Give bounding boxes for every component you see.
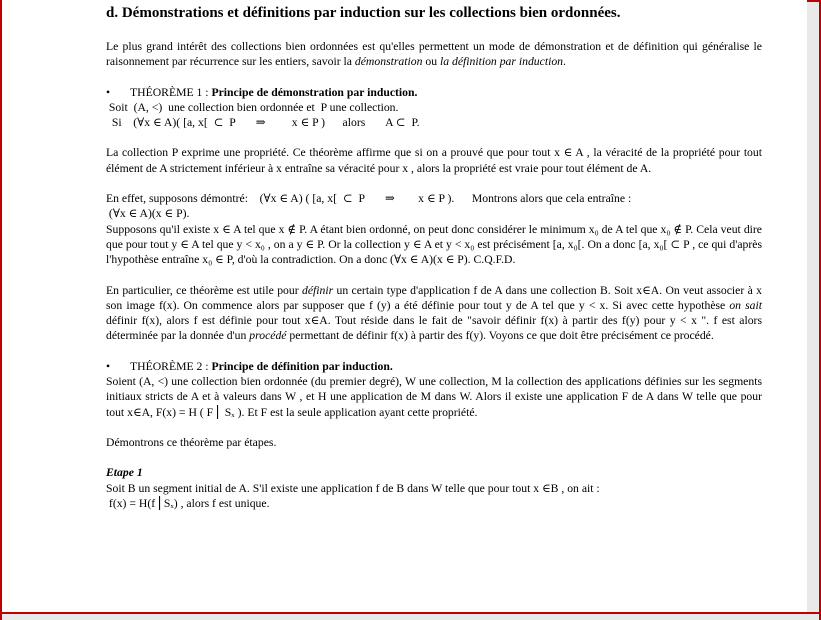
theorem-2-heading — [106, 359, 762, 374]
application-text-1: En particulier, ce théorème est utile pour — [106, 283, 302, 297]
document-content — [106, 4, 762, 511]
application-text-3: définir f(x), alors f est définie pour tout x∈A. Tout réside dans le fait de "savoir définir f(x) à partir des f(y) pour y < x ". f est alors déterminée par la donnée d'un — [106, 314, 762, 343]
intro-end: . — [563, 55, 566, 69]
etape-1-line-2: f(x) = H(f⎪Sₓ) , alors f est unique. — [106, 496, 270, 510]
application-emphasis-procede: procédé — [249, 329, 287, 343]
theorem-2-label: THÉORÈME 2 : — [130, 359, 212, 373]
theorem-1-formula-line: Si (∀x ∈ A)( [a, x[ ⊂ P ⇒ x ∈ P ) alors A ⊂ P. — [106, 116, 420, 130]
intro-connector: ou — [422, 55, 440, 69]
theorem-2-block — [106, 359, 762, 420]
etape-1-title: Etape 1 — [106, 466, 143, 480]
proof-1-block — [106, 191, 762, 267]
section-title: d. Démonstrations et définitions par induction sur les collections bien ordonnées. — [106, 5, 621, 21]
theorem-1-block — [106, 85, 762, 131]
proof-1-goal-line: (∀x ∈ A)(x ∈ P). — [106, 207, 190, 221]
theorem-1-label: THÉORÈME 1 : — [130, 85, 212, 99]
application-emphasis-definir: définir — [301, 283, 334, 297]
proof-1-assumption-line: En effet, supposons démontré: (∀x ∈ A) ( [a, x[ ⊂ P ⇒ x ∈ P ). Montrons alors que cela entraîne : — [106, 192, 632, 206]
etape-1-line-1: Soit B un segment initial de A. S'il existe une application f de B dans W telle que pour tout x ∈B , on ait : — [106, 481, 600, 495]
theorem-2-body: Soient (A, <) une collection bien ordonnée (du premier degré), W une collection, M la collection des applications définies sur les segments initiaux stricts de A et à valeurs dans W , et H une application de M dans W. Alors il existe une application F de A dans W telle que pour tout x∈A, F(x) = H ( F⎪ Sₓ ). Et F est la seule application ayant cette propriété. — [106, 375, 762, 419]
bullet-icon: • — [106, 359, 111, 373]
window-frame-bottom — [0, 612, 821, 614]
intro-emphasis-definition: la définition par induction — [439, 55, 564, 69]
etape-1-block — [106, 465, 762, 511]
application-text-4: permettant de définir f(x) à partir des f(y). Voyons ce que doit être précisément ce procédé. — [286, 329, 714, 343]
intro-text: Le plus grand intérêt des collections bien ordonnées est qu'elles permettent un mode de démonstration et de définition qui généralise le raisonnement par récurrence sur les entiers, savoir la — [106, 40, 762, 69]
application-text-2: un certain type d'application f de A dans une collection B. Soit x∈A. On veut associer à x son image f(x). On commence alors par supposer que f (y) a été définie pour tout y de A tel que y < x. Si avec cette hypothèse — [106, 283, 762, 312]
theorem-1-name: Principe de démonstration par induction. — [211, 85, 418, 99]
explanation-paragraph: La collection P exprime une propriété. Ce théorème affirme que si on a prouvé que pour tout x ∈ A , la véracité de la propriété pour tout élément de A strictement inférieur à x entraîne sa véracité pour x , alors la propriété est vraie pour tout élément de A. — [106, 146, 762, 175]
intro-emphasis-demonstration: démonstration — [354, 55, 423, 69]
theorem-1-heading — [106, 85, 762, 100]
bullet-icon: • — [106, 85, 111, 99]
steps-intro-paragraph: Démontrons ce théorème par étapes. — [106, 435, 277, 449]
theorem-1-statement-line: Soit (A, <) une collection bien ordonnée et P une collection. — [106, 100, 399, 114]
application-paragraph — [106, 283, 762, 344]
intro-paragraph — [106, 39, 762, 70]
application-emphasis-on-sait: on sait — [729, 298, 762, 312]
theorem-2-name: Principe de définition par induction. — [211, 359, 393, 373]
document-page — [2, 0, 807, 612]
proof-1-body: Supposons qu'il existe x ∈ A tel que x ∉ P. A étant bien ordonné, on peut donc considérer le minimum x₀ de A tel que x₀ ∉ P. Cela veut dire que pour tout y ∈ A tel que y < x₀ , on a y ∈ P. Or la collection y ∈ A et y < x₀ est précisément [a, x₀[. On a donc [a, x₀[ ⊂ P , ce qui d'après l'hypothèse entraîne x₀ ∈ P, d'où la contradiction. On a donc (∀x ∈ A)(x ∈ P). C.Q.F.D. — [106, 222, 762, 267]
